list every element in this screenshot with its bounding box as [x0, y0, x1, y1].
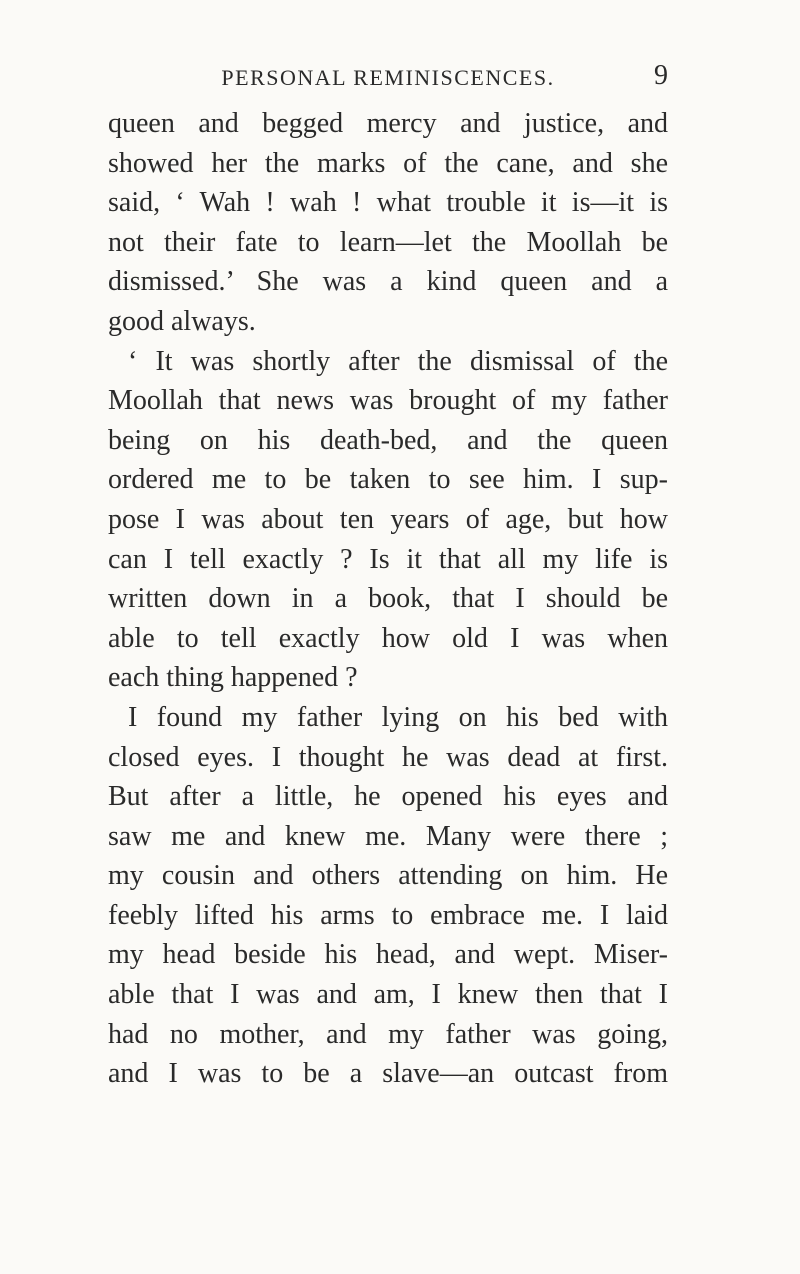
text-line: closed eyes. I thought he was dead at first. [108, 741, 668, 773]
text-line: and I was to be a slave—an outcast from [108, 1058, 668, 1090]
running-head [108, 60, 668, 96]
text-line: showed her the marks of the cane, and she [108, 147, 668, 179]
text-line: had no mother, and my father was going, [108, 1018, 668, 1050]
text-line: Moollah that news was brought of my father [108, 385, 668, 417]
text-line: able to tell exactly how old I was when [108, 622, 668, 654]
text-line: ordered me to be taken to see him. I sup- [108, 464, 668, 496]
text-line: said, ‘ Wah ! wah ! what trouble it is—it is [108, 187, 668, 219]
text-line: I found my father lying on his bed with [128, 701, 668, 733]
text-line: feebly lifted his arms to embrace me. I laid [108, 899, 668, 931]
page-number: 9 [654, 60, 668, 91]
text-line: good always. [108, 305, 256, 337]
text-line: queen and begged mercy and justice, and [108, 108, 668, 139]
text-line: can I tell exactly ? Is it that all my life is [108, 543, 668, 575]
body-text [108, 104, 668, 1094]
text-line: my head beside his head, and wept. Miser- [108, 939, 668, 971]
text-line: my cousin and others attending on him. He [108, 860, 668, 892]
text-line: But after a little, he opened his eyes and [108, 781, 668, 813]
running-title: PERSONAL REMINISCENCES. [221, 65, 555, 90]
text-line: saw me and knew me. Many were there ; [108, 820, 668, 852]
text-line: dismissed.’ She was a kind queen and a [108, 266, 668, 298]
text-line: able that I was and am, I knew then that I [108, 979, 668, 1011]
text-line: ‘ It was shortly after the dismissal of the [128, 345, 668, 377]
text-line: written down in a book, that I should be [108, 583, 668, 615]
text-line: pose I was about ten years of age, but how [108, 503, 668, 535]
text-line: being on his death-bed, and the queen [108, 424, 668, 456]
text-line: not their fate to learn—let the Moollah be [108, 226, 668, 258]
text-line: each thing happened ? [108, 662, 358, 694]
